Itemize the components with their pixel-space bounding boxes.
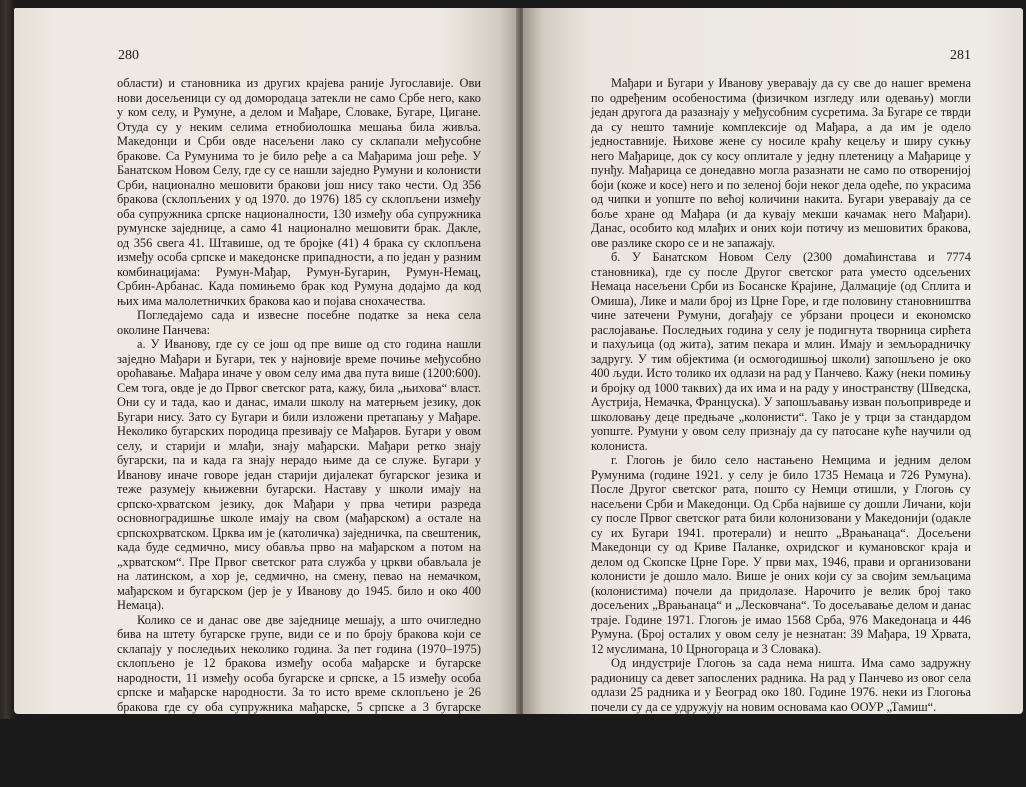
right-page-body — [591, 76, 971, 758]
page-number-left: 280 — [118, 48, 139, 63]
paragraph: Од индустрије Глогоњ за сада нема ништа. Има само задружну радионицу са девет запослених радника. На рад у Панчево из овог села одлази 25 радника и у Београд око 180. Године 1976. неки из Глогоња почели су да се удружују на новим основама као ООУР „Тамиш“. — [591, 656, 971, 714]
paragraph: Погледајемо сада и извесне посебне податке за нека села околине Панчева: — [117, 308, 481, 337]
paragraph: Колико се и данас ове две заједнице мешају, а што очигледно бива на штету бугарске групе, види се и по броју бракова који се склапају у последњих неколико година. За пет година (1970–1975) склопљено је 12 бракова између особа мађарске и бугарске народности, 11 између особа бугарске и српске, а 15 између особа српске и мађарске народности. За то исто време склопљено је 26 бракова где су оба супружника мађарске, 5 српске а 3 бугарске народности. Срба у овом селу има тек после Другог светског рата (1975. било их је 137). Већином су то досељеници из прибрежних села са друге стране Дунава (нарочито из Ритопека). За разлику од броја Мађара и Бугара, број Срба у овом насељу расте (највише механичким путем). — [117, 612, 481, 786]
paragraph: Мађари и Бугари у Иванову уверавају да су све до нашег времена по одређеним особеностима (физичком изгледу или одевању) могли један другога да разазнају у међусобним сусретима. За Бугаре се тврди да су нешто тамније комплексије од Мађара, а да им је одело једноставније. Њихове жене су носиле краћу кецељу и ширу сукњу него Мађарице, док су косу оплитале у једну плетеницу а Мађарице у пунђу. Мађарица се донедавно могла разазнати не само по отворенијој боји (коже и косе) него и по зеленој боји неког дела одеће, по украсима од чипки и уопште по већој количини накита. Бугари уверавају да се боље хране од Мађара (и да кувају мекши качамак него Мађари). Данас, особито код млађих и оних који потичу из мешовитих бракова, ове разлике скоро се и не запажају. — [591, 76, 971, 250]
left-page — [14, 8, 519, 786]
paragraph: а. У Иванову, где су се још од пре више од сто година нашли заједно Мађари и Бугари, тек у најновије време почиње међусобно ороћавање. Мађара иначе у овом селу има два пута више (1200:600). Сем тога, овде је до Првог светског рата, кажу, била „њихова“ власт. Они су и тада, као и данас, имали школу на матерњем језику, док Бугари нису. Зато су Бугари и били изложени претапању у Мађаре. Неколико бугарских породица презивају се Мађаров. Бугари у овом селу, и старији и млађи, знају мађарски. Мађари ретко знају бугарски, па и када га знају нерадо њиме да се служе. Бугари у Иванову иначе говоре један старији дијалекат бугарског језика и теже разумеју књижевни бугарски. Наставу у школи имају на српско-хрватском језику, док Мађари у прва четири разреда основноградишње школе имају на свом (мађарском) а остале на српскохрватском. Црква им је (католичка) заједничка, па свештеник, када буде седмично, мису обавља прво на мађарском а потом на „хрватском“. Пре Првог светског рата служба у цркви обављала је на латинском, а хор је, седмично, на смену, певао на немачком, мађарском и бугарском (јер је у Иванову до 1945. било и око 400 Немаца). — [117, 337, 481, 612]
paragraph: области) и становника из других крајева раније Југославије. Ови нови досељеници су од домородаца затекли не само Србе него, како у ком селу, и Румуне, а делом и Мађаре, Словаке, Бугаре, Цигане. Отуда су у неким селима етнобиолошка мешања била живља. Македонци и Срби овде насељени лако су склапали међусобне бракове. Са Румунима то је било ређе а са Мађарима још ређе. У Банатском Новом Селу, где су се нашли заједно Румуни и колонисти Срби, национално мешовити бракови још нису тако чести. Од 356 бракова (склопљених у од 1970. до 1976) 185 су склопљени између оба супружника српске националности, 130 између оба супружника румунске заједнице, а само 41 национално мешовити брак. Дакле, од 356 свега 41. Штавише, од те бројке (41) 4 брака су склопљена између особа српске и македонске припадности, а по један у разним комбинацијама: Румун-Мађар, Румун-Бугарин, Румун-Немац, Србин-Арбанас. Када помињемо брак код Румуна додајмо да код њих има малолетничких бракова као и појава снохачества. — [117, 76, 481, 308]
paragraph: б. У Банатском Новом Селу (2300 домаћинстава и 7774 становника), где су после Другог светског рата уместо одсељених Немаца насељени Срби из Босанске Крајине, Далмације (од Сплита и Омиша), Лике и мали број из Црне Горе, и где половину становништва чине затечени Румуни, догађају се убрзани процеси и економско раслојавање. Последњих година у селу је подигнута творница сирћета и пахуљица (од жита), затим пекара и млин. Имају и земљорадничку задругу. У тим објектима (и осмогодишњој школи) запошљено је око 400 људи. Исто толико их одлази на рад у Панчево. Кажу (неки помињу и бројку од 1000 таквих) да их има и на раду у иностранству (Шведска, Аустрија, Немачка, Француска). У запошљавању изван пољопривреде и школовању деце предњаче „колонисти“. Тако је у трци за стандардом уопште. Румуни у овом селу признају да су патосане куће научили од колониста. — [591, 250, 971, 453]
left-page-body — [117, 76, 481, 787]
page-number-right: 281 — [950, 48, 971, 63]
paragraph: Румуни староседеоци и овде се сматрају конзервативнима: мање се школују, мање запошљавају изван пољопривреде и религиознији су. У прва четири разреда основне школе настава им је на румунском језику. — [591, 714, 971, 757]
paragraph: г. Глогоњ је било село настањено Немцима и једним делом Румунима (године 1921. у селу је било 1735 Немаца и 726 Румуна). После Другог светског рата, пошто су Немци отишли, у Глогоњ су насељени Срби и Македонци. Од Срба највише су дошли Личани, који су после Првог светског рата били колонизовани у Македонији (одакле су их Бугари 1941. протерали) и нешто „Врањанаца“. Досељени Македонци су од Криве Паланке, охридског и кумановског краја и делом од Скопске Црне Горе. У први мах, 1946, прави и организовани колонисти је дошло мало. Више је оних који су за својим земљацима (колонистима) почели да придолазе. Нарочито је велик број тако досељених „Врањанаца“ и „Лесковчана“. То досељавање делом и данас траје. Године 1971. Глогоњ је имао 1568 Срба, 976 Македонаца и 446 Румуна. (Број осталих у овом селу је незнатан: 39 Мађара, 19 Хрвата, 12 муслимана, 10 Црногораца и 3 Словака). — [591, 453, 971, 656]
right-page — [523, 8, 1023, 757]
